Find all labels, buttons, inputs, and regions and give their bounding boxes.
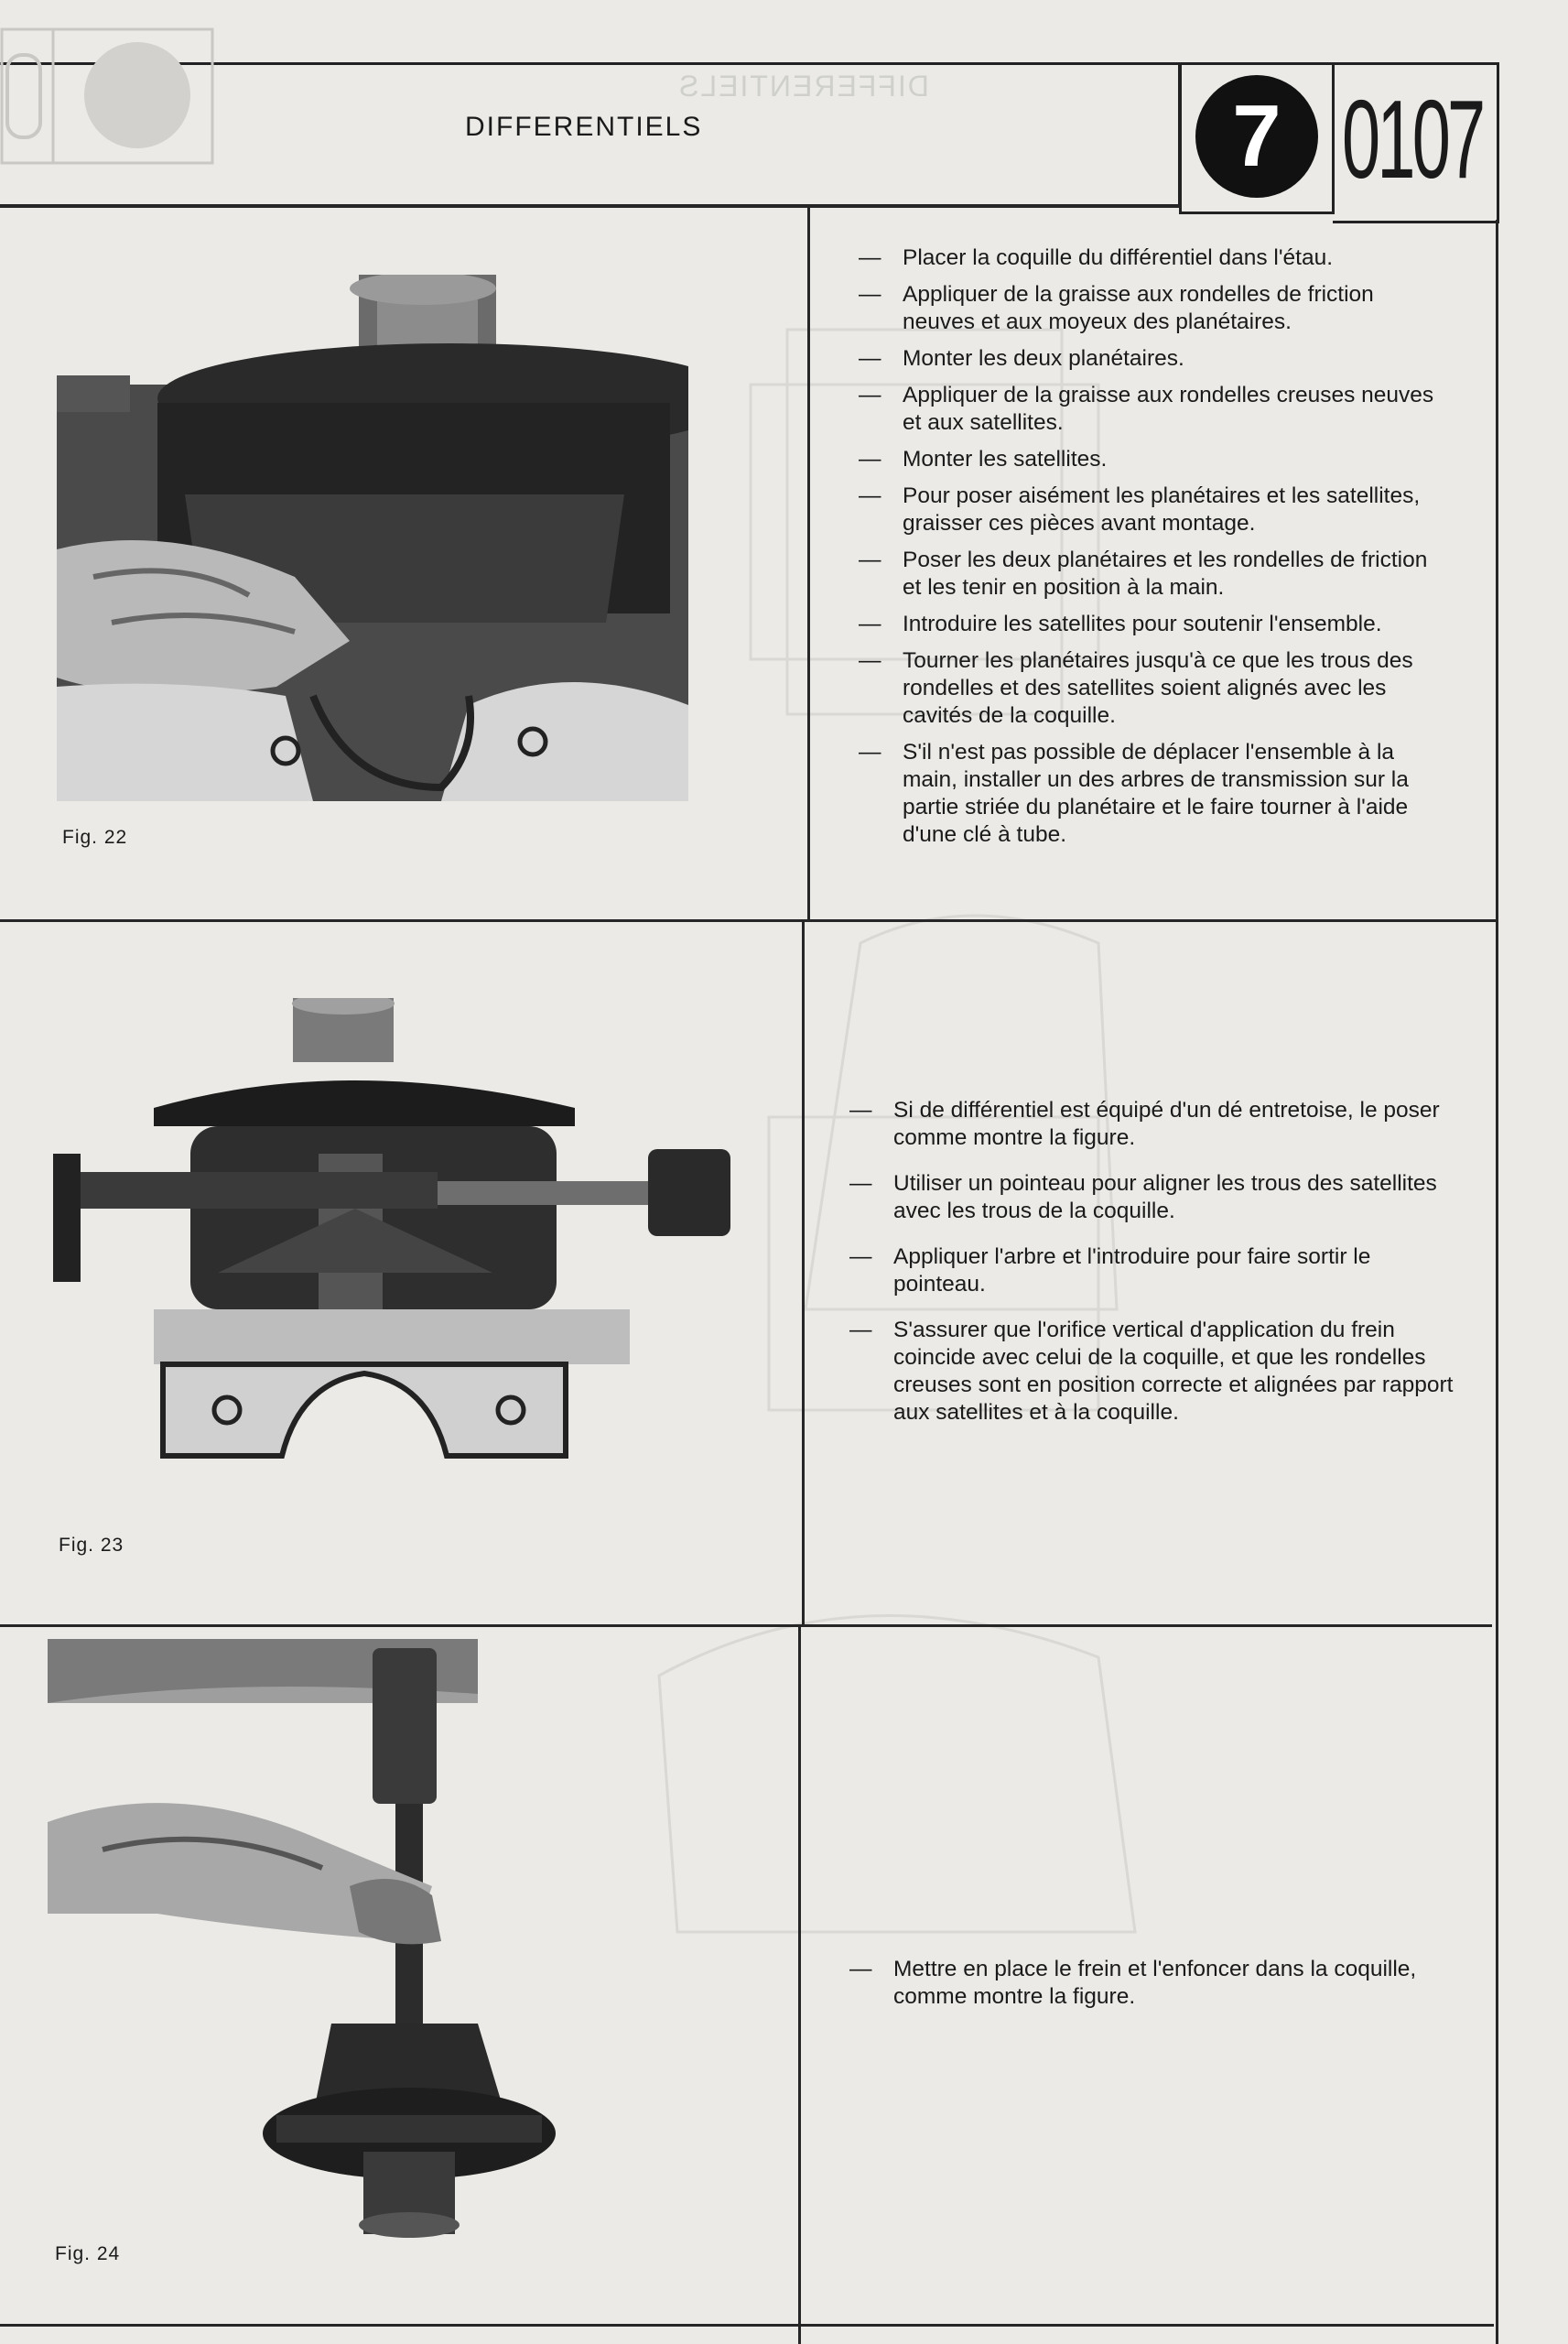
right-border <box>1496 220 1498 2344</box>
column-divider-3 <box>798 1626 801 2344</box>
step-1-3: — Monter les deux planétaires. <box>859 345 1452 373</box>
figure-23-caption: Fig. 23 <box>59 1535 124 1556</box>
step-1-5: — Monter les satellites. <box>859 446 1452 473</box>
step-1-2: — Appliquer de la graisse aux rondelles de friction neuves et aux moyeux des planétaires. <box>859 281 1452 336</box>
step-1-10: — S'il n'est pas possible de déplacer l'ensemble à la main, installer un des arbres de transmission sur la partie striée du planétaire et le faire tourner à l'aide d'une clé à tube. <box>859 739 1452 849</box>
section-1-steps <box>859 244 1452 858</box>
step-2-1: — Si de différentiel est équipé d'un dé entretoise, le poser comme montre la figure. <box>849 1097 1454 1152</box>
section-2-steps <box>849 1097 1454 1436</box>
step-1-1: — Placer la coquille du différentiel dans l'étau. <box>859 244 1452 272</box>
section-3-steps <box>849 1956 1444 2020</box>
step-3-1: — Mettre en place le frein et l'enfoncer dans la coquille, comme montre la figure. <box>849 1956 1444 2011</box>
step-1-4: — Appliquer de la graisse aux rondelles creuses neuves et aux satellites. <box>859 382 1452 437</box>
row-divider-3 <box>0 2324 1494 2327</box>
chapter-badge: 7 <box>1195 75 1318 198</box>
figure-22-caption: Fig. 22 <box>62 827 128 848</box>
figure-24-photo <box>48 1639 579 2243</box>
row-divider-1 <box>0 919 1496 922</box>
section-title: DIFFERENTIELS <box>465 112 703 142</box>
step-1-9: — Tourner les planétaires jusqu'à ce que les trous des rondelles et des satellites soient alignés avec les cavités de la coquille. <box>859 647 1452 730</box>
bleed-through-text: DIFFERENTIELS <box>677 70 929 103</box>
column-divider-1 <box>807 205 810 919</box>
header-divider <box>0 205 1181 208</box>
step-2-2: — Utiliser un pointeau pour aligner les trous des satellites avec les trous de la coquille. <box>849 1170 1454 1225</box>
figure-22-photo <box>57 275 688 801</box>
step-1-8: — Introduire les satellites pour soutenir l'ensemble. <box>859 611 1452 638</box>
figure-24-caption: Fig. 24 <box>55 2243 121 2264</box>
figure-23-photo <box>53 998 749 1465</box>
logo-emblem-icon <box>0 27 220 165</box>
step-1-6: — Pour poser aisément les planétaires et les satellites, graisser ces pièces avant montage. <box>859 483 1452 537</box>
row-divider-2 <box>0 1624 1492 1627</box>
step-1-7: — Poser les deux planétaires et les rondelles de friction et les tenir en position à la main. <box>859 547 1452 602</box>
step-2-3: — Appliquer l'arbre et l'introduire pour faire sortir le pointeau. <box>849 1243 1454 1298</box>
page-number: 0107 <box>1342 77 1483 201</box>
column-divider-2 <box>802 919 805 1626</box>
step-2-4: — S'assurer que l'orifice vertical d'application du frein coincide avec celui de la coquille, et que les rondelles creuses sont en position correcte et alignées par rapport aux satellites et à la coquille. <box>849 1317 1454 1427</box>
